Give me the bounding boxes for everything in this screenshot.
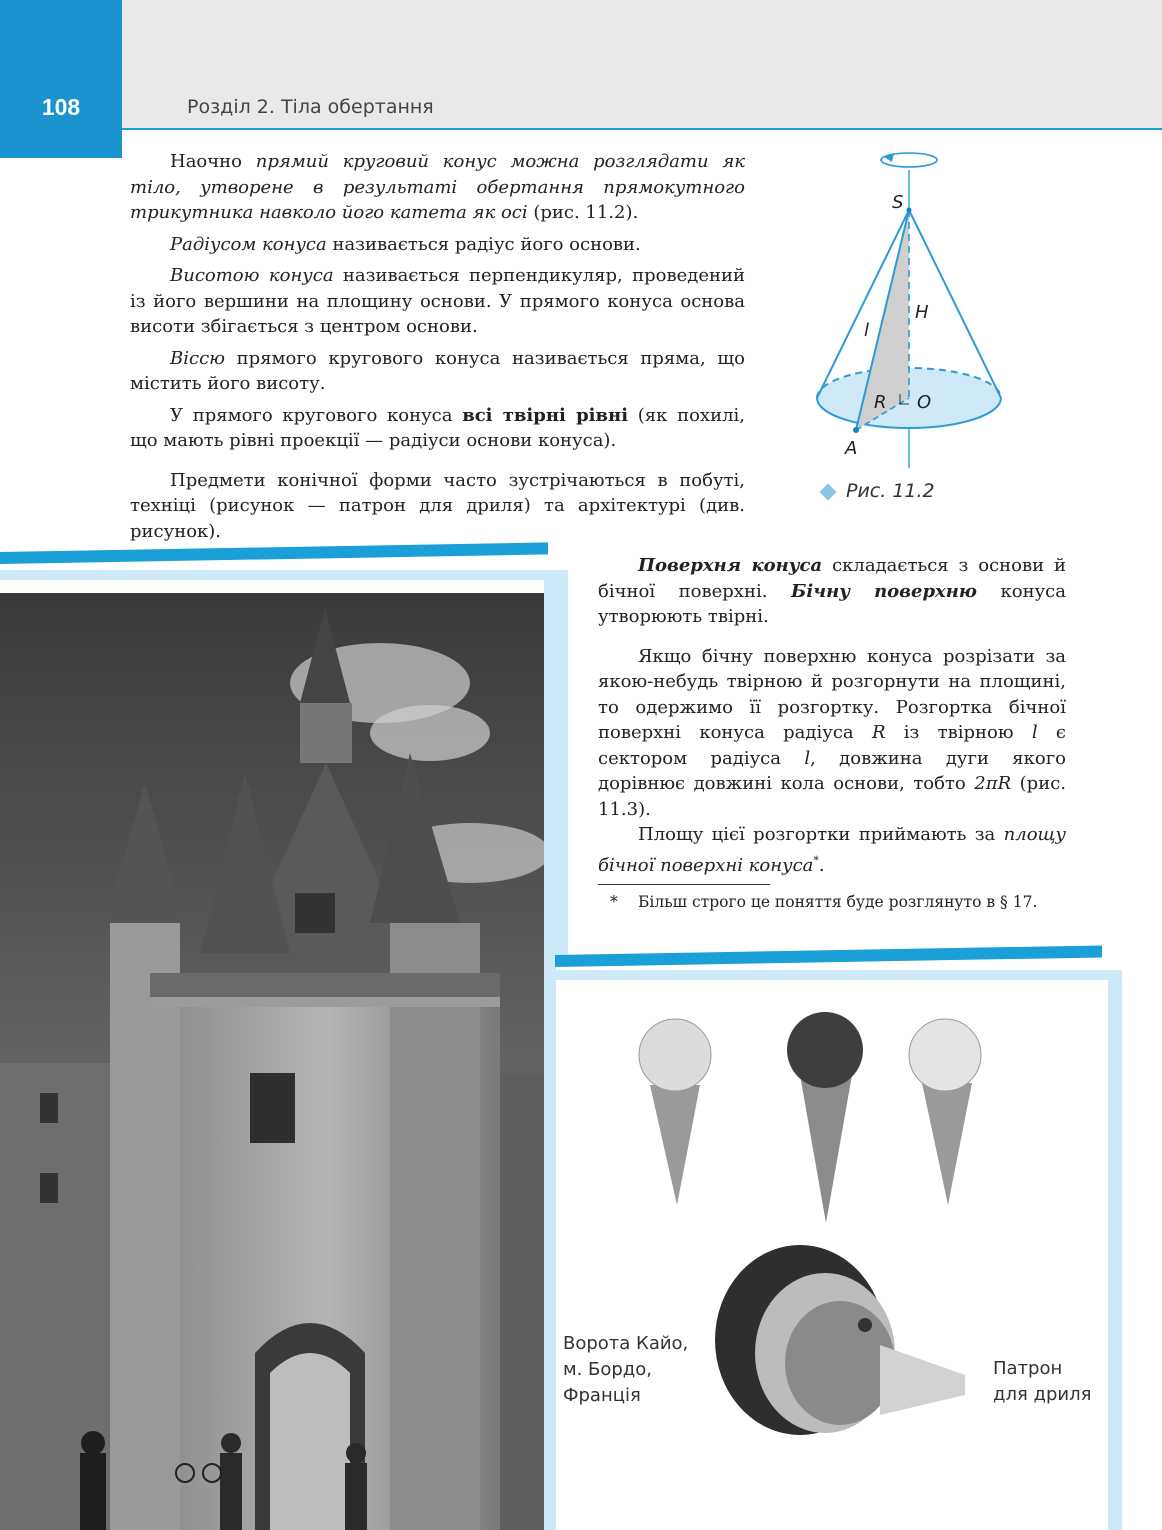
label-h: H [915, 302, 929, 323]
term-lateral-area: площу бічної поверхні конуса [598, 824, 1066, 876]
text-span: Наочно [170, 151, 256, 172]
paragraph-generatrices [130, 403, 745, 454]
paragraph-axis [130, 346, 745, 397]
text-span: (рис. 11.2). [527, 202, 639, 223]
term-lateral-surface: Бічну поверхню [791, 580, 977, 602]
header-bar [0, 0, 1162, 130]
figure-caption [820, 480, 935, 502]
text-span: Площу цієї розгортки приймають за [638, 824, 1004, 845]
label-r: R [874, 392, 887, 413]
ice-cream-cone-3 [909, 1019, 981, 1205]
paragraph-development [598, 644, 1066, 823]
term-height: Висотою конуса [170, 265, 334, 286]
text-span: (як похилі, що мають рівні проекції — радіуси основи конуса). [130, 404, 745, 451]
paragraph-cone-definition [130, 149, 745, 226]
frame-right-light-bar [556, 570, 568, 960]
var-l: l [1031, 722, 1038, 743]
drill-caption [993, 1356, 1091, 1408]
term-surface: Поверхня конуса [638, 555, 823, 576]
vertex-point [907, 208, 912, 213]
text-span: Якщо бічну поверхню конуса розрізати за якою-небудь твірною й розгорнути на площині, то одержимо її розгортку. Розгортка бічної поверхні конуса радіуса [598, 645, 1066, 743]
term-axis: Віссю [170, 347, 225, 369]
footnote-rule [598, 884, 770, 885]
castle-caption-line: Ворота Кайо, [563, 1333, 689, 1354]
text-span: конуса утворюють твірні. [598, 580, 1066, 627]
paragraph-height [130, 263, 745, 340]
var-l: l [804, 747, 811, 769]
footnote-marker: * [813, 853, 819, 867]
frame2-top-light-bar [555, 970, 1122, 980]
ice-cream-cones-photo [630, 995, 1090, 1230]
footnote [598, 891, 1066, 914]
paragraph-radius [130, 232, 745, 258]
term-radius: Радіусом конуса [170, 233, 327, 255]
text-span: , довжина дуги якого дорівнює довжині кола основи, тобто [598, 747, 1066, 794]
frame-top-light-bar [0, 570, 568, 580]
italic-definition: прямий круговий конус можна розглядати як тіло, утворене в результаті обертання прямокутного трикутника навколо його катета як осі [130, 151, 745, 223]
text-span: . [818, 854, 825, 876]
frame-top-bar [0, 542, 548, 564]
section-title: Розділ 2. Тіла обертання [187, 96, 434, 118]
ice-cream-cone-2 [787, 1012, 863, 1223]
ice-cream-cone-1 [639, 1019, 711, 1205]
right-text-block [598, 553, 1066, 878]
page-number-tab [0, 0, 122, 158]
var-r: R [871, 722, 886, 743]
label-l: l [864, 320, 870, 341]
drill-caption-line: Патрон [993, 1358, 1063, 1379]
drill-caption-line: для дриля [993, 1384, 1092, 1405]
frame-inner-light-bar [544, 580, 556, 1530]
frame2-right-light-bar [1108, 970, 1122, 1530]
text-span: називається перпендикуляр, проведений із його вершини на площину основи. У прямого конуса основа висоти збігається з центром основи. [130, 265, 745, 337]
label-o: O [917, 392, 932, 413]
paragraph-conical-objects: Предмети конічної форми часто зустрічаються в побуті, техніці (рисунок — патрон для дриля) та архітектурі (див. рисунок). [130, 469, 745, 542]
formula-2pir: 2πR [974, 773, 1012, 794]
label-s: S [892, 192, 904, 213]
page-number: 108 [41, 94, 81, 120]
footnote-star: * [610, 893, 618, 911]
paragraph-lateral-area [598, 822, 1066, 878]
paragraph-surface [598, 553, 1066, 630]
text-span: прямого кругового конуса називається пряма, що містить його висоту. [130, 347, 745, 394]
drill-chuck-photo [700, 1235, 990, 1470]
text-span: (рис. 11.3). [598, 773, 1066, 820]
figure-caption-text: Рис. 11.2 [846, 480, 935, 502]
footnote-text: Більш строго це поняття буде розглянуто в § 17. [638, 893, 1038, 911]
castle-photo [0, 593, 544, 1530]
castle-caption-line: м. Бордо, [563, 1359, 652, 1380]
left-text-block [130, 149, 745, 544]
castle-caption-line: Франція [563, 1385, 641, 1406]
castle-caption [563, 1331, 688, 1409]
label-a: A [845, 438, 858, 459]
point-a [853, 427, 859, 433]
text-span: складається з основи й бічної поверхні. [598, 555, 1066, 602]
text-span: У прямого кругового конуса [170, 404, 463, 426]
header-rule [122, 128, 1162, 130]
text-span: є сектором радіуса [598, 722, 1066, 769]
text-span: із твірною [885, 722, 1032, 743]
bold-statement: всі твірні рівні [462, 404, 629, 426]
text-span: називається радіус його основи. [326, 233, 641, 255]
frame2-top-bar [555, 945, 1102, 967]
cone-figure [800, 140, 1020, 480]
